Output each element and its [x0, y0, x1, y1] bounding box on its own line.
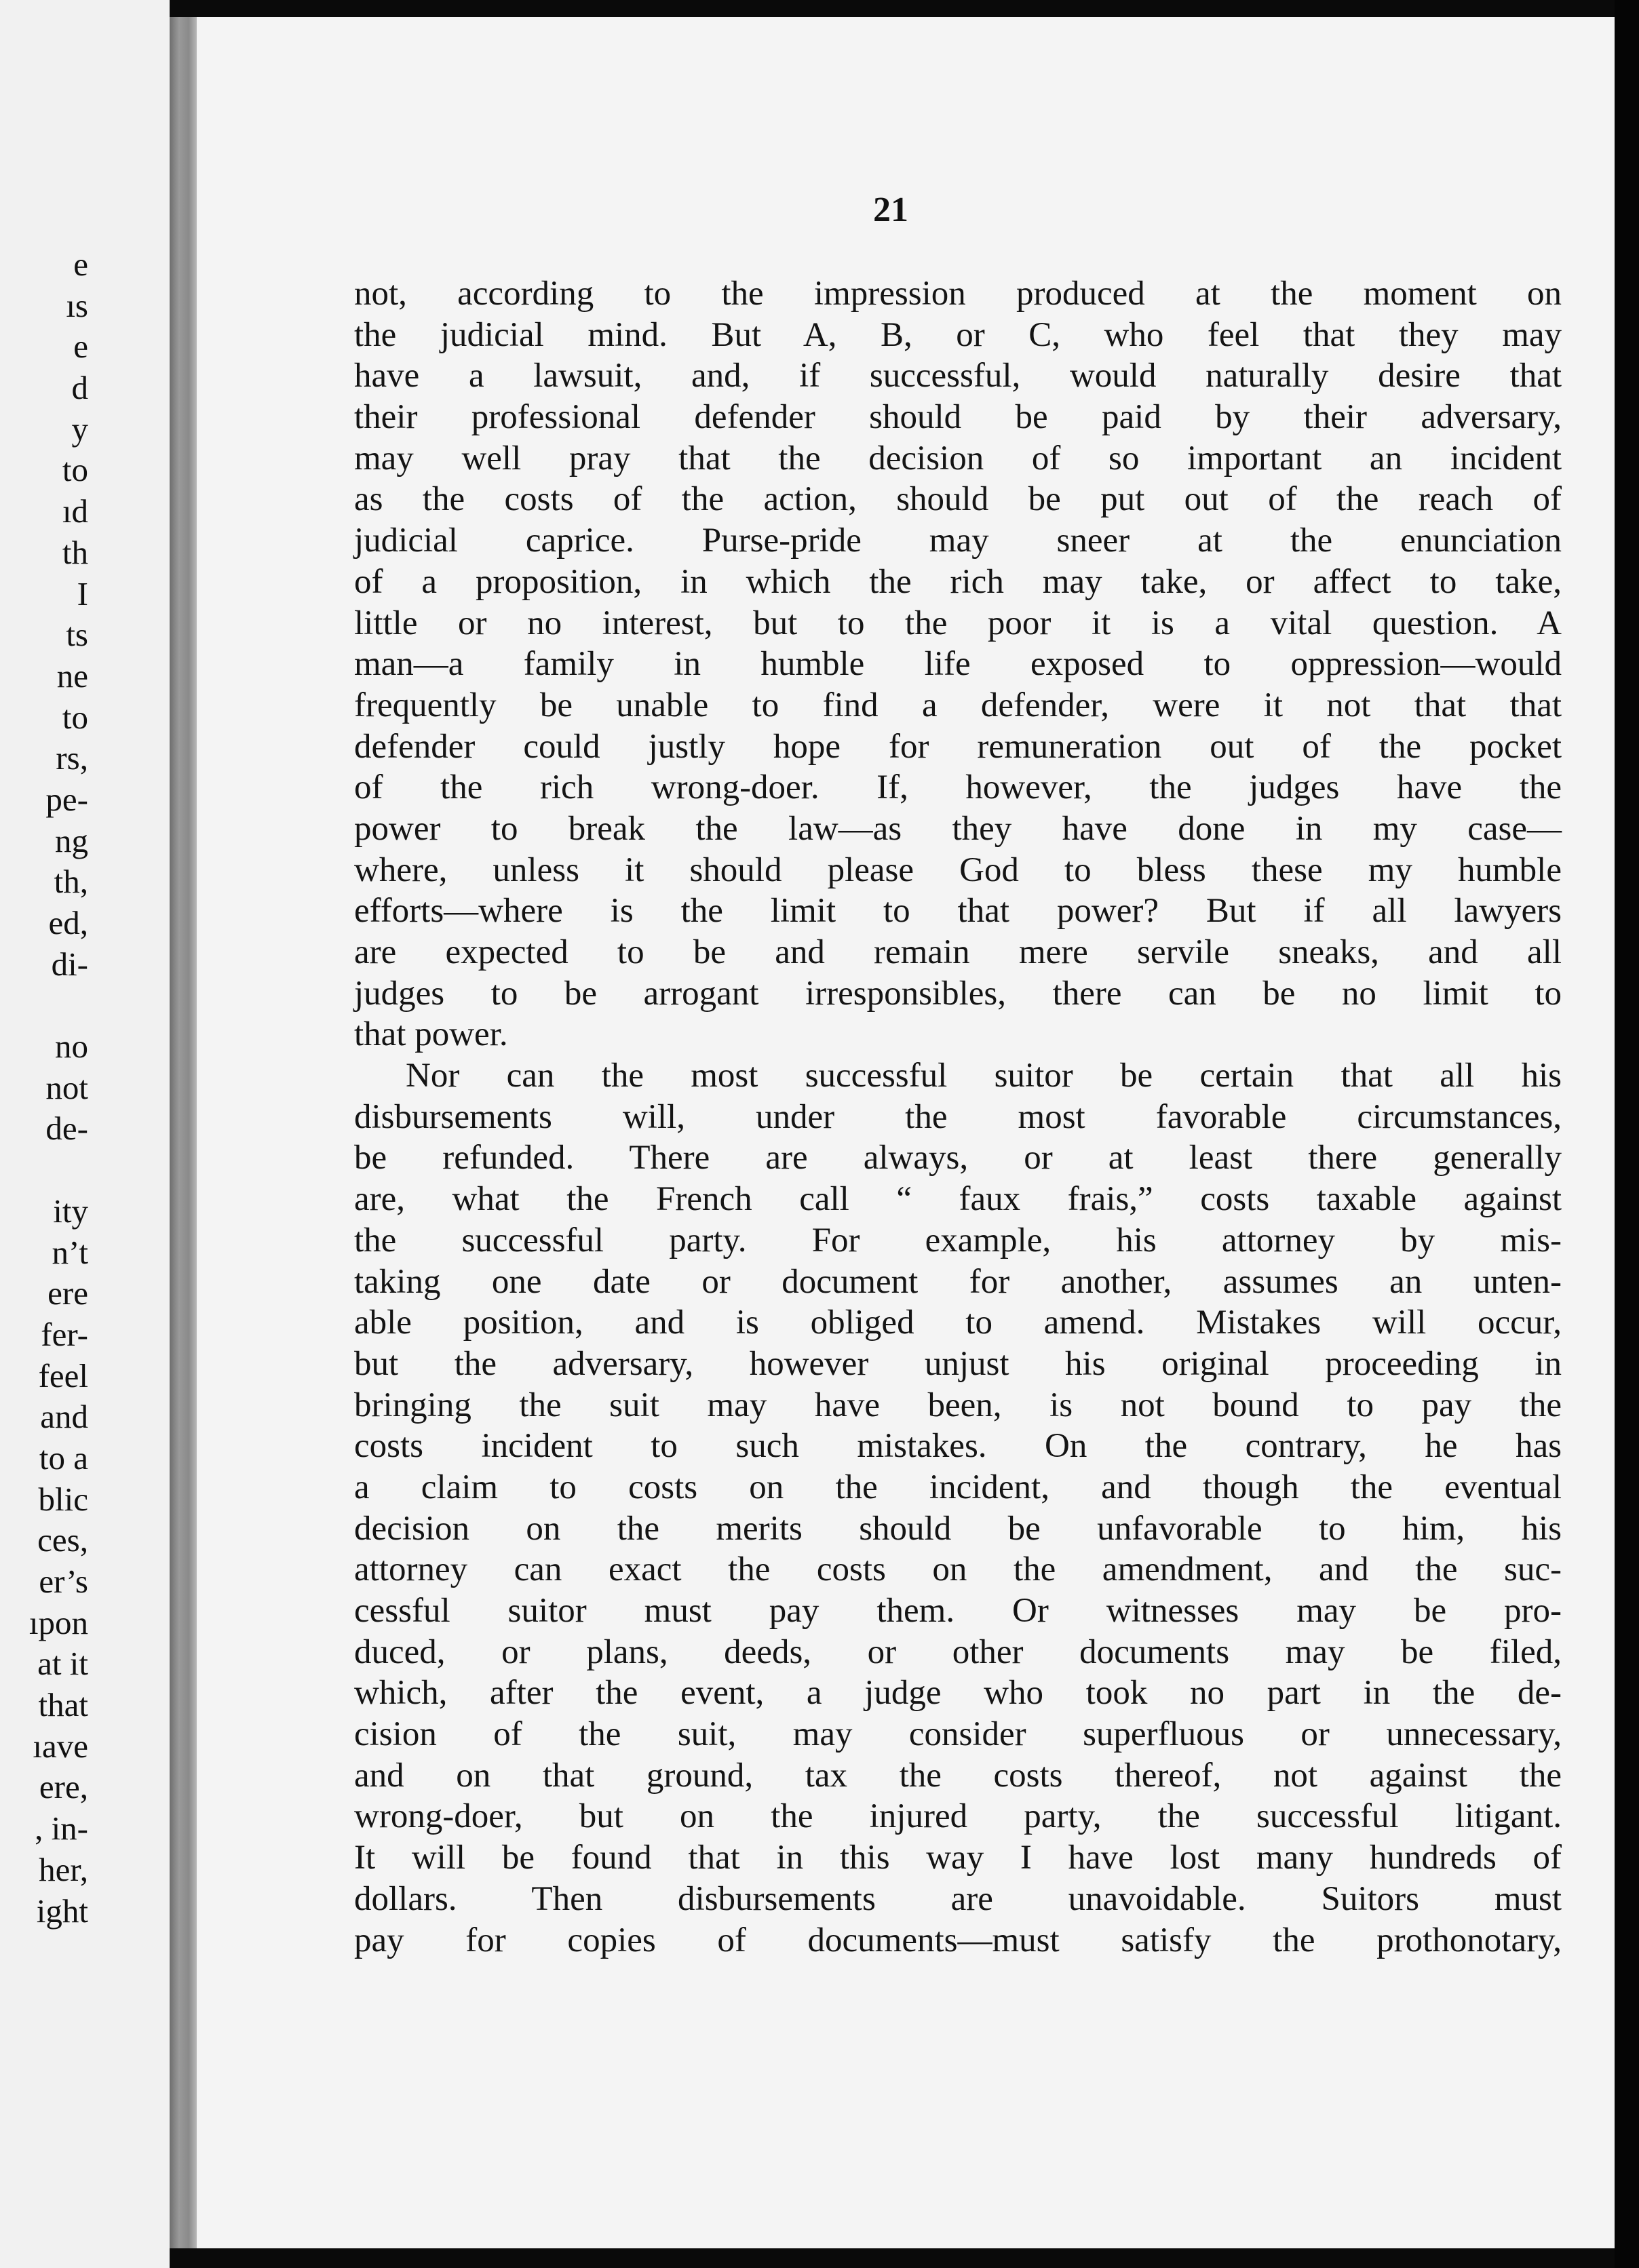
- facing-page-fragment: d: [71, 369, 88, 407]
- facing-page-fragment: to a: [39, 1439, 88, 1477]
- facing-page-fragment: th,: [54, 863, 88, 901]
- facing-page-fragment: ıpon: [28, 1603, 88, 1641]
- facing-page-fragment: not: [45, 1068, 88, 1106]
- facing-page-fragment: [0, 985, 88, 1026]
- text-line: It will be found that in this way I have lost many hundreds of: [354, 1839, 1562, 1877]
- facing-page-fragment: ıave: [33, 1727, 88, 1765]
- facing-page-fragment: ight: [36, 1892, 88, 1930]
- facing-page-fragment: no: [55, 1028, 88, 1065]
- facing-page-fragment: feel: [38, 1356, 88, 1394]
- text-line: a claim to costs on the incident, and though the eventual: [354, 1468, 1562, 1506]
- text-line: cision of the suit, may consider superfluous or unnecessary,: [354, 1715, 1562, 1754]
- binding-gutter-shadow: [170, 17, 197, 2248]
- book-page: [197, 17, 1615, 2248]
- text-line: dollars. Then disbursements are unavoidable. Suitors must: [354, 1879, 1562, 1918]
- facing-page-fragment: di-: [51, 945, 88, 983]
- text-line: judicial caprice. Purse-pride may sneer at the enunciation: [354, 522, 1562, 560]
- text-line: be refunded. There are always, or at least there generally: [354, 1139, 1562, 1177]
- facing-page-fragment: at it: [37, 1645, 88, 1683]
- text-line: cessful suitor must pay them. Or witnesses may be pro-: [354, 1592, 1562, 1630]
- text-line: of a proposition, in which the rich may take, or affect to take,: [354, 562, 1562, 601]
- text-line: pay for copies of documents—must satisfy the prothonotary,: [354, 1921, 1562, 1959]
- text-line: able position, and is obliged to amend. Mistakes will occur,: [354, 1304, 1562, 1342]
- facing-page-fragment: ıs: [66, 286, 88, 324]
- text-line: defender could justly hope for remuneration out of the pocket: [354, 727, 1562, 766]
- facing-page-fragment: ıd: [62, 492, 88, 530]
- facing-page-fragment: ne: [56, 657, 88, 695]
- facing-page-fragment: ed,: [48, 904, 88, 941]
- facing-page-fragment: ere: [47, 1274, 88, 1312]
- facing-page-fragment: n’t: [52, 1233, 88, 1271]
- text-line: judges to be arrogant irresponsibles, there can be no limit to: [354, 974, 1562, 1013]
- text-line: are expected to be and remain mere servile sneaks, and all: [354, 933, 1562, 971]
- text-line: efforts—where is the limit to that power? But if all lawyers: [354, 892, 1562, 931]
- facing-page-fragment: er’s: [39, 1563, 88, 1600]
- text-line: are, what the French call “ faux frais,” costs taxable against: [354, 1180, 1562, 1219]
- body-text: [354, 273, 1562, 1961]
- scan-border-right: [1615, 0, 1639, 2268]
- facing-page-fragment: , in-: [35, 1810, 88, 1847]
- text-line: as the costs of the action, should be put out of the reach of: [354, 480, 1562, 519]
- facing-page-fragment: ces,: [37, 1521, 88, 1559]
- text-line: duced, or plans, deeds, or other documents may be filed,: [354, 1632, 1562, 1671]
- facing-page-fragment: y: [71, 410, 88, 448]
- text-line: of the rich wrong-doer. If, however, the judges have the: [354, 768, 1562, 807]
- facing-page-fragment: th: [62, 533, 88, 571]
- facing-page-fragment: e: [73, 328, 88, 366]
- facing-page-fragment: and: [40, 1398, 88, 1436]
- facing-page-fragment: rs,: [56, 739, 88, 777]
- text-line: the judicial mind. But A, B, or C, who feel that they may: [354, 315, 1562, 354]
- text-line: the successful party. For example, his attorney by mis-: [354, 1221, 1562, 1259]
- facing-page-fragment: ng: [55, 821, 88, 859]
- facing-page-fragment: ity: [53, 1192, 88, 1230]
- text-line: and on that ground, tax the costs thereof, not against the: [354, 1756, 1562, 1795]
- text-line: little or no interest, but to the poor it is a vital question. A: [354, 604, 1562, 642]
- facing-page-fragment: e: [73, 246, 88, 283]
- text-line: man—a family in humble life exposed to oppression—would: [354, 645, 1562, 684]
- facing-page-fragment: [0, 1150, 88, 1191]
- text-line: which, after the event, a judge who took no part in the de-: [354, 1674, 1562, 1713]
- text-line: have a lawsuit, and, if successful, would naturally desire that: [354, 357, 1562, 395]
- facing-page-text-fragments: [0, 244, 88, 1932]
- facing-page-fragment: pe-: [45, 780, 88, 818]
- text-line: power to break the law—as they have done in my case—: [354, 809, 1562, 848]
- text-line: where, unless it should please God to bless these my humble: [354, 850, 1562, 889]
- text-line: taking one date or document for another, assumes an unten-: [354, 1262, 1562, 1301]
- text-line: not, according to the impression produced at the moment on: [354, 275, 1562, 313]
- facing-page-fragment: fer-: [41, 1315, 88, 1353]
- text-line: frequently be unable to find a defender, were it not that that: [354, 686, 1562, 724]
- facing-page-fragment: ts: [66, 616, 88, 654]
- text-line: but the adversary, however unjust his original proceeding in: [354, 1344, 1562, 1383]
- text-line: may well pray that the decision of so important an incident: [354, 439, 1562, 477]
- text-line: their professional defender should be paid by their adversary,: [354, 398, 1562, 437]
- facing-page-fragment: ere,: [39, 1768, 88, 1806]
- text-line: bringing the suit may have been, is not bound to pay the: [354, 1386, 1562, 1424]
- text-line: that power.: [354, 1015, 508, 1054]
- text-line: decision on the merits should be unfavorable to him, his: [354, 1509, 1562, 1548]
- facing-page-fragment: to: [62, 451, 88, 489]
- facing-page-fragment: that: [38, 1686, 88, 1724]
- facing-page-fragment: to: [62, 698, 88, 736]
- text-line: disbursements will, under the most favorable circumstances,: [354, 1097, 1562, 1136]
- facing-page-fragment: blic: [38, 1480, 88, 1518]
- facing-page-fragment: de-: [45, 1110, 88, 1148]
- facing-page-fragment: I: [77, 574, 88, 612]
- text-line: wrong-doer, but on the injured party, the successful litigant.: [354, 1797, 1562, 1836]
- page-number: 21: [873, 191, 908, 229]
- text-line: costs incident to such mistakes. On the contrary, he has: [354, 1427, 1562, 1466]
- facing-page-fragment: her,: [39, 1850, 88, 1888]
- text-line: attorney can exact the costs on the amendment, and the suc-: [354, 1550, 1562, 1589]
- text-line: Nor can the most successful suitor be certain that all his: [406, 1057, 1562, 1095]
- facing-page-edge: [0, 0, 170, 2268]
